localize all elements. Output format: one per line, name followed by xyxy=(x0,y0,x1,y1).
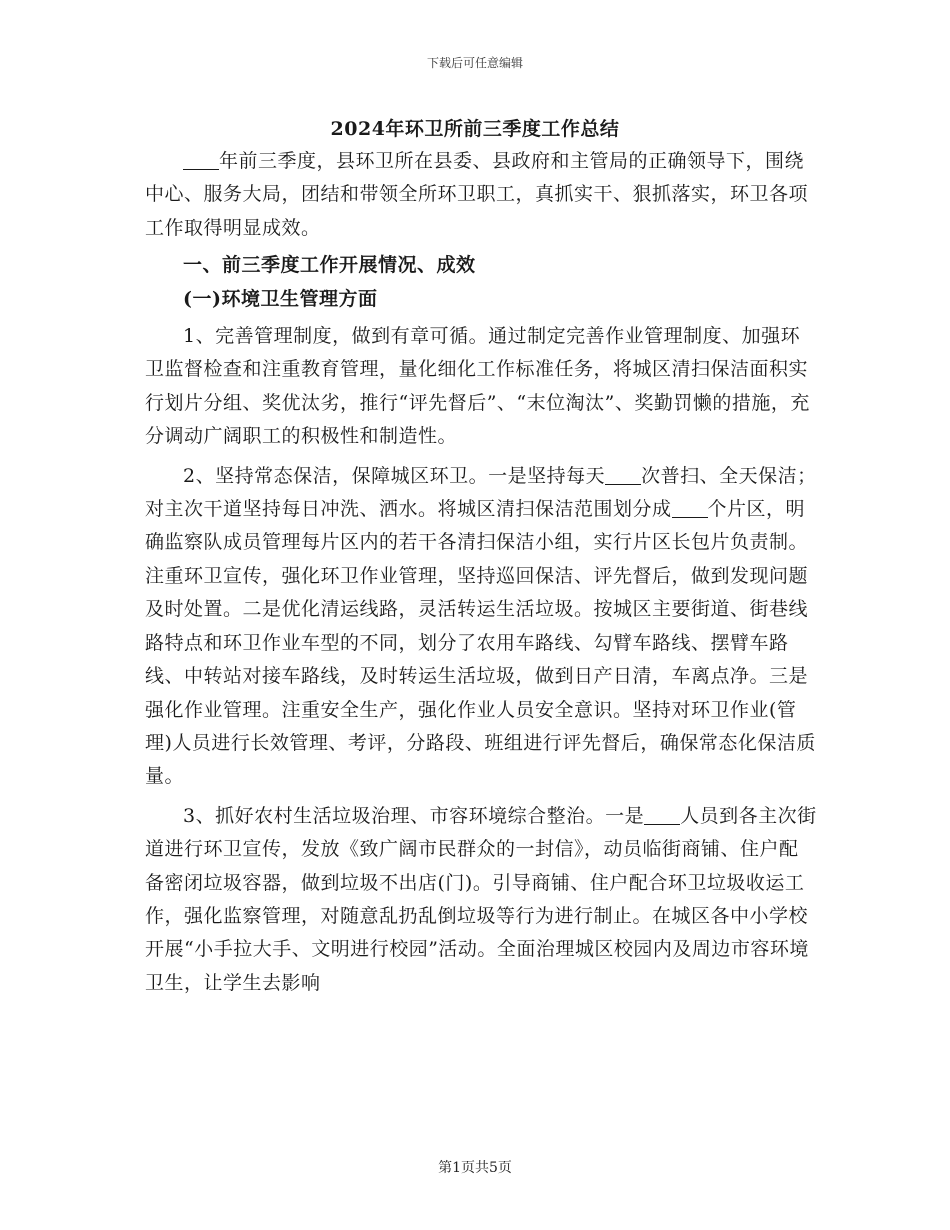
paragraph-2-part-1: 2、坚持常态保洁，保障城区环卫。一是坚持每天 xyxy=(183,464,606,487)
fill-blank xyxy=(605,465,641,485)
intro-text: 年前三季度，县环卫所在县委、县政府和主管局的正确领导下，围绕中心、服务大局，团结和带领全所环卫职工，真抓实干、狠抓落实，环卫各项工作取得明显成效。 xyxy=(145,150,809,239)
header-note: 下载后可任意编辑 xyxy=(426,56,523,70)
paragraph-3-part-2: 人员到各主次街道进行环卫宣传，发放《致广阔市民群众的一封信》，动员临街商铺、住户配备密闭垃圾容器，做到垃圾不出店(门)。引导商铺、住户配合环卫垃圾收运工作，强化监察管理，对随意乱扔乱倒垃圾等行为进行制止。在城区各中小学校开展“小手拉大手、文明进行校园”活动。全面治理城区校园内及周边市容环境卫生，让学生去影响 xyxy=(145,804,817,994)
paragraph-2-part-3: 个片区，明确监察队成员管理每片区内的若干各清扫保洁小组，实行片区长包片负责制。注重环卫宣传，强化环卫作业管理，坚持巡回保洁、评先督后，做到发现问题及时处置。二是优化清运线路，灵活转运生活垃圾。按城区主要街道、街巷线路特点和环卫作业车型的不同，划分了农用车路线、勾臂车路线、摆臂车路线、中转站对接车路线，及时转运生活垃圾，做到日产日清，车离点净。三是强化作业管理。注重安全生产，强化作业人员安全意识。坚持对环卫作业(管理)人员进行长效管理、考评，分路段、班组进行评先督后，确保常态化保洁质量。 xyxy=(145,498,816,788)
fill-blank xyxy=(672,498,708,518)
fill-blank xyxy=(183,150,219,170)
document-body xyxy=(145,145,817,1000)
section-heading: 一、前三季度工作开展情况、成效 xyxy=(183,254,476,277)
paragraph-1: 1、完善管理制度，做到有章可循。通过制定完善作业管理制度、加强环卫监督检查和注重教育管理，量化细化工作标准任务，将城区清扫保洁面积实行划片分组、奖优汰劣，推行“评先督后”、“末位淘汰”、奖勤罚懒的措施，充分调动广阔职工的积极性和制造性。 xyxy=(145,325,810,448)
intro-paragraph xyxy=(145,145,817,245)
fill-blank xyxy=(644,805,680,825)
paragraph-2-part-2: 次普扫、全天保洁；对主次干道坚持每日冲洗、洒水。将城区清扫保洁范围划分成 xyxy=(145,464,817,521)
page-footer: 第1页共5页 xyxy=(438,1160,512,1176)
paragraph-3 xyxy=(145,800,817,1000)
paragraph-3-part-1: 3、抓好农村生活垃圾治理、市容环境综合整治。一是 xyxy=(183,804,645,827)
document-title: 2024年环卫所前三季度工作总结 xyxy=(330,118,620,140)
subsection-heading: (一)环境卫生管理方面 xyxy=(183,287,378,310)
paragraph-2 xyxy=(145,460,817,794)
